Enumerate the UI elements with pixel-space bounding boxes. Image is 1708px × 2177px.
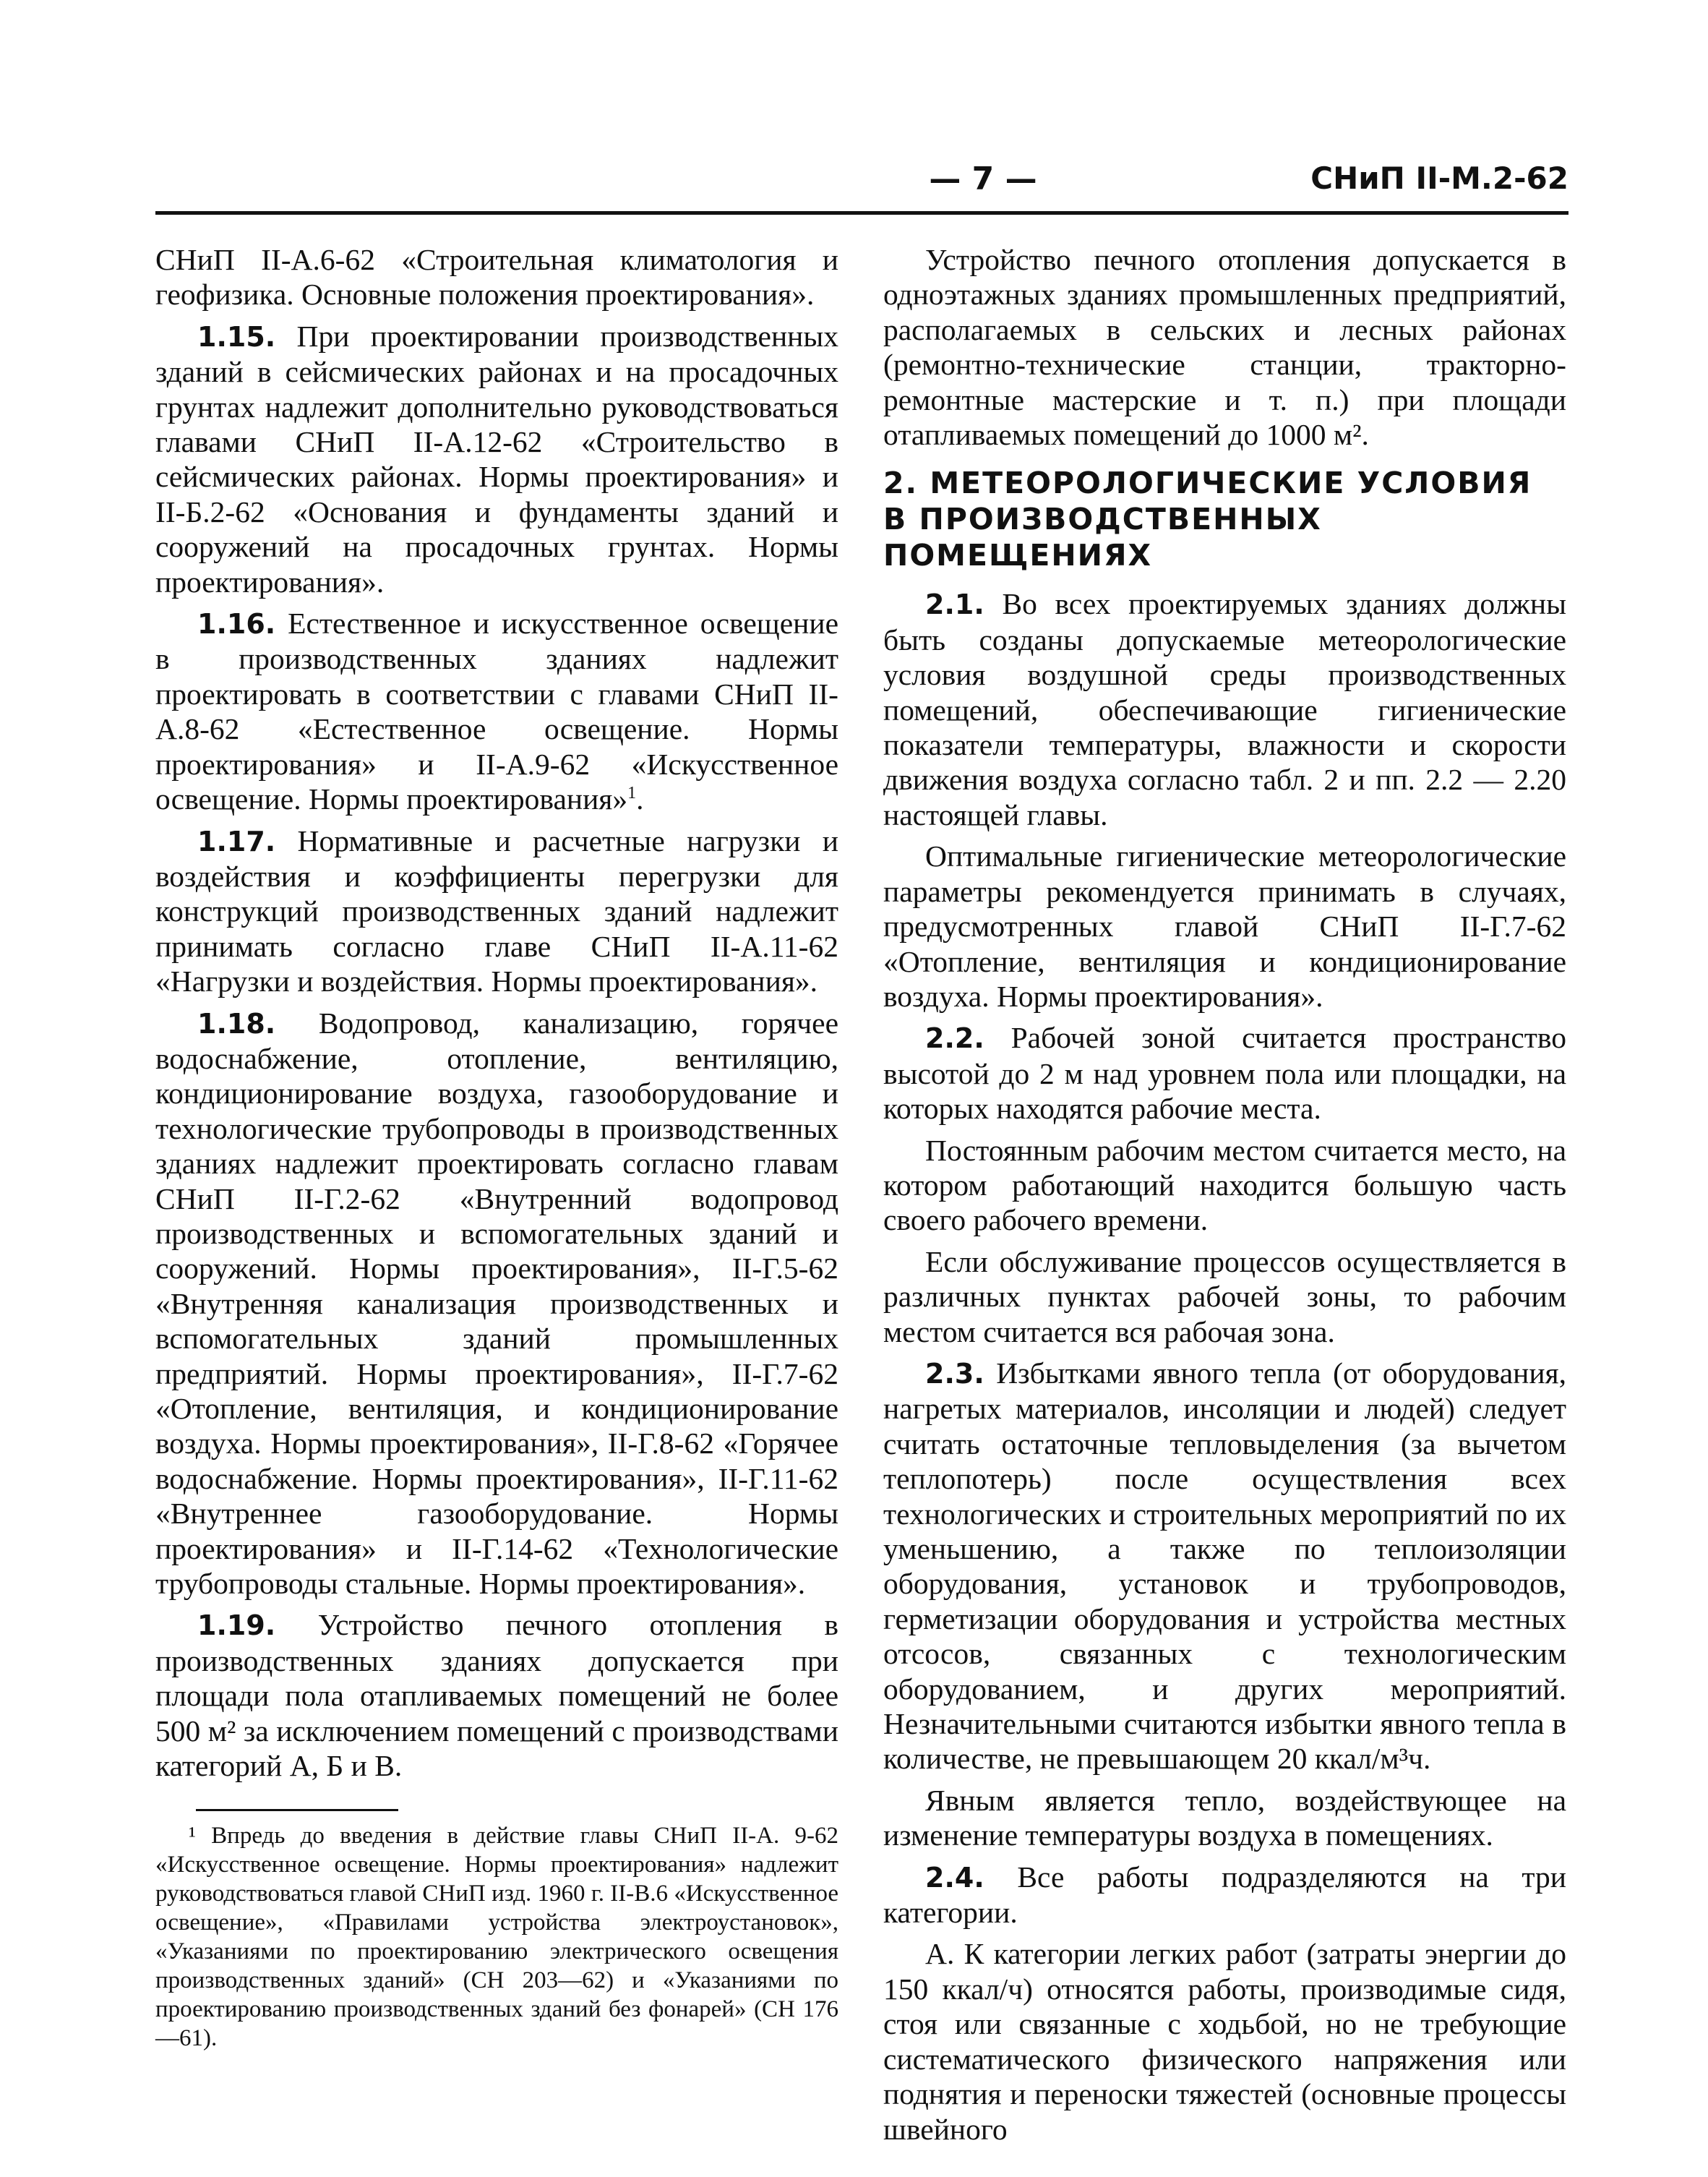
clause-number: 2.1. — [925, 589, 984, 621]
paragraph-1-17: 1.17. Нормативные и расчетные нагрузки и воздействия и коэффициенты перегрузки для конструкций производственных зданий надлежит принимать согласно главе СНиП II-А.11-62 «Нагрузки и воздействия. Нормы проектирования». — [155, 824, 838, 998]
paragraph-2-3: 2.3. Избытками явного тепла (от оборудования, нагретых материалов, инсоляции и людей) следует считать остаточные тепловыделения (за вычетом теплопотерь) после осуществления всех технологических и строительных мероприятий по их уменьшению, а также по теплоизоляции оборудования, установок и трубопроводов, герметизации оборудования и устройства местных отсосов, связанных с технологическим оборудованием, и других мероприятий. Незначительными считаются избытки явного тепла в количестве, не превышающем 20 ккал/м³ч. — [883, 1356, 1566, 1776]
paragraph-continuation: СНиП II-А.6-62 «Строительная климатология и геофизика. Основные положения проектирования». — [155, 243, 838, 312]
paragraph-1-16: 1.16. Естественное и искусственное освещение в производственных зданиях надлежит проектировать в соответствии с главами СНиП II-А.8-62 «Естественное освещение. Нормы проектирования» и II-А.9-62 «Искусственное освещение. Нормы проектирования»$^1$. — [155, 607, 838, 816]
paragraph-sensible-heat: Явным является тепло, воздействующее на изменение температуры воздуха в помещениях. — [883, 1783, 1566, 1852]
clause-number: 1.17. — [197, 825, 276, 857]
left-column — [155, 242, 838, 2053]
clause-number: 1.19. — [197, 1609, 276, 1642]
paragraph-permanent-workplace: Постоянным рабочим местом считается место, на котором работающий находится большую часть своего рабочего времени. — [883, 1133, 1566, 1237]
clause-number: 2.4. — [925, 1861, 984, 1894]
clause-number: 1.15. — [197, 320, 276, 353]
paragraph-1-15: 1.15. При проектировании производственных зданий в сейсмических районах и на просадочных грунтах надлежит дополнительно руководствоваться главами СНиП II-А.12-62 «Строительство в сейсмических районах. Нормы проектирования» и II-Б.2-62 «Основания и фундаменты зданий и сооружений на просадочных грунтах. Нормы проектирования». — [155, 319, 838, 599]
paragraph-1-19: 1.19. Устройство печного отопления в производственных зданиях допускается при площади пола отапливаемых помещений не более 500 м² за исключением помещений с производствами категорий А, Б и В. — [155, 1608, 838, 1783]
paragraph-stove-heating: Устройство печного отопления допускается в одноэтажных зданиях промышленных предприятий, располагаемых в сельских и лесных районах (ремонтно-технические станции, тракторно-ремонтные мастерские и т. п.) при площади отапливаемых помещений до 1000 м². — [883, 243, 1566, 452]
paragraph-1-18: 1.18. Водопровод, канализацию, горячее водоснабжение, отопление, вентиляцию, кондиционирование воздуха, газооборудование и технологические трубопроводы в производственных зданиях надлежит проектировать согласно главам СНиП II-Г.2-62 «Внутренний водопровод производственных и вспомогательных зданий и сооружений. Нормы проектирования», II-Г.5-62 «Внутренняя канализация производственных и вспомогательных зданий промышленных предприятий. Нормы проектирования», II-Г.7-62 «Отопление, вентиляция, и кондиционирование воздуха. Нормы проектирования», II-Г.8-62 «Горячее водоснабжение. Нормы проектирования», II-Г.11-62 «Внутреннее газооборудование. Нормы проектирования» и II-Г.14-62 «Технологические трубопроводы стальные. Нормы проектирования». — [155, 1006, 838, 1601]
footnote-ref: 1 — [627, 784, 637, 803]
clause-number: 1.18. — [197, 1007, 276, 1040]
header-rule — [155, 211, 1568, 215]
paragraph-2-1: 2.1. Во всех проектируемых зданиях должны быть созданы допускаемые метеорологические условия воздушной среды производственных помещений, обеспечивающие гигиенические показатели температуры, влажности и скорости движения воздуха согласно табл. 2 и пп. 2.2 — 2.20 настоящей главы. — [883, 587, 1566, 831]
document-code: СНиП II-М.2-62 — [1310, 161, 1568, 196]
footnote: ¹ Впредь до введения в действие главы СНиП II-А. 9-62 «Искусственное освещение. Нормы проектирования» надлежит руководствоваться главой СНиП изд. 1960 г. II-В.6 «Искусственное освещение», «Правилами устройства электроустановок», «Указаниями по проектированию электрического освещения производственных зданий» (СН 203—62) и «Указаниями по проектированию производственных зданий без фонарей» (СН 176—61). — [155, 1823, 838, 2052]
paragraph-optimal: Оптимальные гигиенические метеорологические параметры рекомендуется принимать в случаях, предусмотренных главой СНиП II-Г.7-62 «Отопление, вентиляция и кондиционирование воздуха. Нормы проектирования». — [883, 839, 1566, 1013]
footnote-rule — [196, 1809, 398, 1811]
page-number: — 7 — — [929, 161, 1037, 197]
right-column — [883, 242, 1566, 2153]
section-heading: 2. МЕТЕОРОЛОГИЧЕСКИЕ УСЛОВИЯ В ПРОИЗВОДСТВЕННЫХ ПОМЕЩЕНИЯХ — [883, 466, 1532, 573]
paragraph-category-a: А. К категории легких работ (затраты энергии до 150 ккал/ч) относятся работы, производимые сидя, стоя или связанные с ходьбой, но не требующие систематического физического напряжения или поднятия и переноски тяжестей (основные процессы швейного — [883, 1937, 1566, 2146]
clause-number: 2.2. — [925, 1022, 984, 1055]
paragraph-2-2: 2.2. Рабочей зоной считается пространство высотой до 2 м над уровнем пола или площадки, на которых находятся рабочие места. — [883, 1021, 1566, 1126]
page-header — [155, 161, 1568, 211]
paragraph-2-4: 2.4. Все работы подразделяются на три категории. — [883, 1860, 1566, 1930]
clause-number: 1.16. — [197, 608, 276, 641]
paragraph-work-zone: Если обслуживание процессов осуществляется в различных пунктах рабочей зоны, то рабочим местом считается вся рабочая зона. — [883, 1244, 1566, 1348]
clause-number: 2.3. — [925, 1357, 984, 1390]
